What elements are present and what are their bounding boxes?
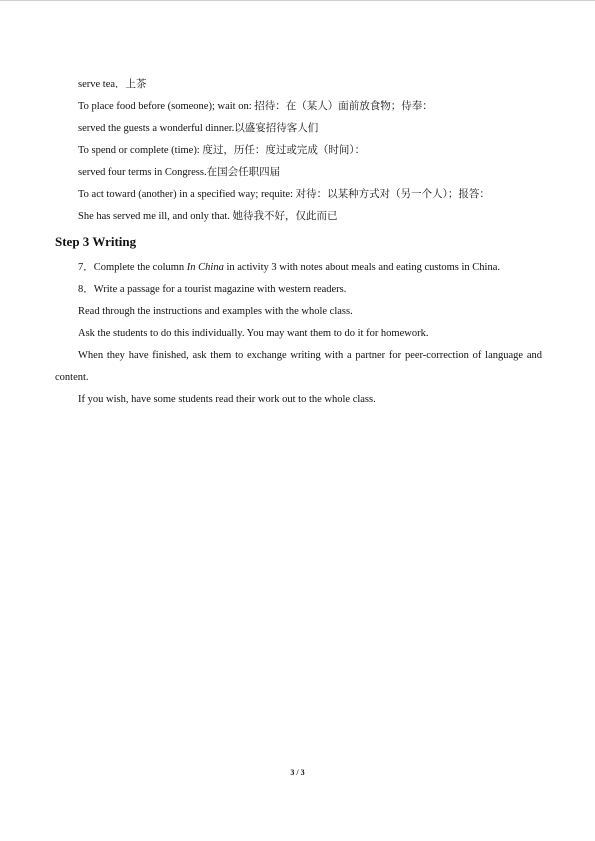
item-7-text-after: in activity 3 with notes about meals and eating customs in China.	[223, 262, 500, 273]
item-7-emphasis: In China	[186, 262, 224, 273]
item-7-text-before: Complete the column	[93, 262, 187, 273]
definition-line-6: To act toward (another) in a specified way; requite: 对待：以某种方式对（另一个人）；报答：	[78, 189, 490, 200]
definition-line-2: To place food before (someone); wait on: 招待：在（某人）面前放食物；侍奉：	[78, 101, 433, 112]
page-number: 3 / 3	[290, 768, 305, 777]
definition-line-1: serve tea．上茶	[78, 79, 147, 90]
document-body	[55, 74, 542, 411]
definition-line-4: To spend or complete (time): 度过，历任：度过或完成（时间）：	[78, 145, 366, 156]
definition-line-7: She has served me ill, and only that. 她待我不好，仅此而已	[78, 211, 338, 222]
item-7-number: 7．	[78, 262, 94, 273]
instruction-paragraph-1: Read through the instructions and examples with the whole class.	[78, 306, 353, 317]
page-top-border	[0, 0, 595, 1]
writing-item-8: 8．Write a passage for a tourist magazine with western readers.	[78, 284, 347, 295]
definition-line-5: served four terms in Congress.在国会任职四届	[78, 167, 281, 178]
section-heading: Step 3 Writing	[55, 234, 137, 249]
instruction-paragraph-4: If you wish, have some students read their work out to the whole class.	[78, 394, 376, 405]
instruction-paragraph-3: When they have finished, ask them to exchange writing with a partner for peer-correction of language and content.	[55, 350, 542, 383]
writing-item-7	[55, 257, 542, 279]
definition-line-3: served the guests a wonderful dinner.以盛宴招待客人们	[78, 123, 319, 134]
instruction-paragraph-2: Ask the students to do this individually. You may want them to do it for homework.	[78, 328, 429, 339]
